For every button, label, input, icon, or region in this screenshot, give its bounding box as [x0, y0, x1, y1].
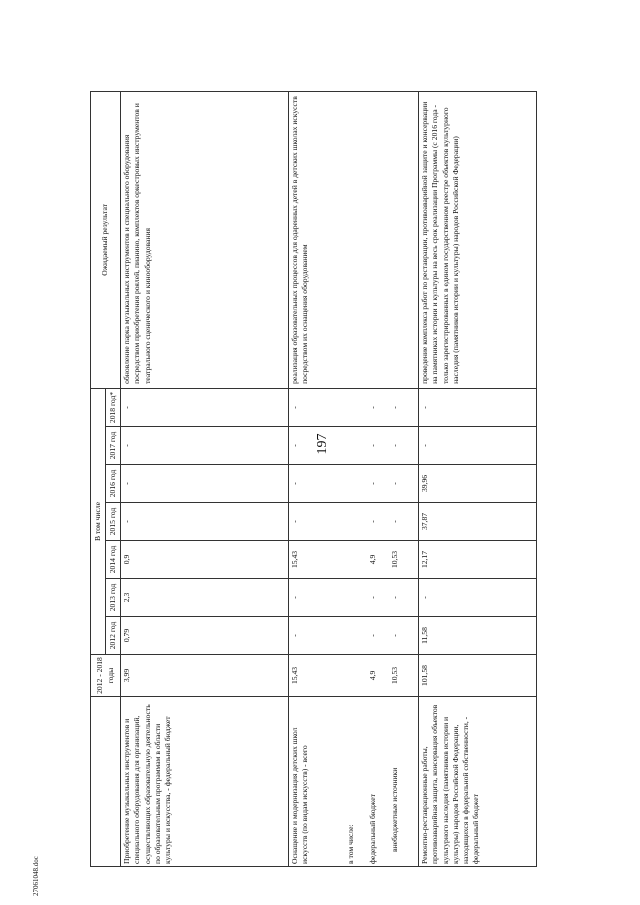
row-year-value: -: [367, 465, 389, 503]
row-year-value: [345, 579, 367, 617]
row-year-value: -: [389, 427, 419, 465]
row-year-value: -: [419, 388, 537, 426]
row-year-value: -: [367, 388, 389, 426]
row-year-value: -: [289, 617, 345, 655]
row-year-value: -: [389, 579, 419, 617]
row-name: внебюджетные источники: [389, 697, 419, 867]
header-year: 2016 год: [106, 465, 121, 503]
row-total: 4,9: [367, 655, 389, 697]
row-year-value: [345, 388, 367, 426]
row-year-value: 4,9: [367, 541, 389, 579]
row-year-value: 12,17: [419, 541, 537, 579]
row-year-value: 39,96: [419, 465, 537, 503]
row-result: проведение комплекса работ по реставрации, противоаварийной защите и консервации на памятниках истории и культуры на весь срок реализации Программы (с 2016 года - только зарегистрированных в едином государственном реестре объектов культурного наследия (памятников истории и культуры) народов Российской Федерации): [419, 91, 537, 388]
row-year-value: [345, 465, 367, 503]
header-year: 2018 год*: [106, 388, 121, 426]
row-year-value: 0,79: [121, 617, 289, 655]
header-row-1: [91, 91, 106, 866]
row-total: 3,99: [121, 655, 289, 697]
row-name: Приобретение музыкальных инструментов и специального оборудования для организаций, осуществляющих образовательную деятельность по образовательным программам в области культуры и искусства, - федеральный бюджет: [121, 697, 289, 867]
row-year-value: 37,87: [419, 503, 537, 541]
row-year-value: -: [367, 617, 389, 655]
row-year-value: -: [367, 579, 389, 617]
row-result: [345, 91, 367, 388]
row-year-value: -: [389, 503, 419, 541]
row-year-value: -: [419, 427, 537, 465]
row-year-value: -: [121, 388, 289, 426]
row-year-value: 0,9: [121, 541, 289, 579]
row-year-value: -: [289, 465, 345, 503]
row-year-value: 10,53: [389, 541, 419, 579]
table-row: [289, 91, 345, 866]
table-row: [367, 91, 389, 866]
row-total: 15,43: [289, 655, 345, 697]
row-name: в том числе:: [345, 697, 367, 867]
table-row: [121, 91, 289, 866]
header-year: 2014 год: [106, 541, 121, 579]
row-year-value: -: [419, 579, 537, 617]
row-year-value: -: [389, 465, 419, 503]
row-total: 10,53: [389, 655, 419, 697]
header-year: 2012 год: [106, 617, 121, 655]
header-year: 2013 год: [106, 579, 121, 617]
row-year-value: -: [289, 427, 345, 465]
row-result: реализация образовательных процессов для одаренных детей в детских школах искусств посредством их оснащения оборудованием: [289, 91, 345, 388]
row-year-value: -: [367, 427, 389, 465]
table-row: [345, 91, 367, 866]
row-year-value: -: [121, 503, 289, 541]
row-year-value: -: [389, 617, 419, 655]
table-row: [419, 91, 537, 866]
row-result: [389, 91, 419, 388]
row-year-value: 15,43: [289, 541, 345, 579]
row-result: обновление парка музыкальных инструментов и специального оборудования посредством приобретения роялей, пианино, комплектов оркестровых инструментов и театрального сценического и кинооборудования: [121, 91, 289, 388]
row-year-value: -: [121, 427, 289, 465]
program-table: [90, 91, 537, 867]
row-year-value: [345, 617, 367, 655]
header-year: 2017 год: [106, 427, 121, 465]
header-year: 2015 год: [106, 503, 121, 541]
row-year-value: 2,3: [121, 579, 289, 617]
row-year-value: -: [389, 388, 419, 426]
header-total: 2012 - 2018 годы: [91, 655, 121, 697]
header-in-that: В том числе: [91, 388, 106, 654]
row-year-value: 11,58: [419, 617, 537, 655]
table-row: [389, 91, 419, 866]
row-name: федеральный бюджет: [367, 697, 389, 867]
header-name-empty: [91, 697, 121, 867]
page-number: 197: [315, 433, 330, 455]
row-name: Оснащение и модернизация детских школ искусств (по видам искусств) - всего: [289, 697, 345, 867]
row-result: [367, 91, 389, 388]
row-year-value: -: [289, 503, 345, 541]
footer-file-id: 27061048.doc: [32, 856, 40, 896]
row-year-value: -: [121, 465, 289, 503]
header-result: Ожидаемый результат: [91, 91, 121, 388]
row-total: 101,58: [419, 655, 537, 697]
row-year-value: [345, 503, 367, 541]
row-name: Ремонтно-реставрационные работы, противоаварийная защита, консервация объектов культурного наследия (памятников истории и культуры) народов Российской Федерации, находящихся в федеральной собственности, - федеральный бюджет: [419, 697, 537, 867]
table-container: [90, 92, 512, 867]
row-year-value: [345, 541, 367, 579]
row-total: [345, 655, 367, 697]
row-year-value: -: [367, 503, 389, 541]
row-year-value: -: [289, 579, 345, 617]
row-year-value: [345, 427, 367, 465]
row-year-value: -: [289, 388, 345, 426]
